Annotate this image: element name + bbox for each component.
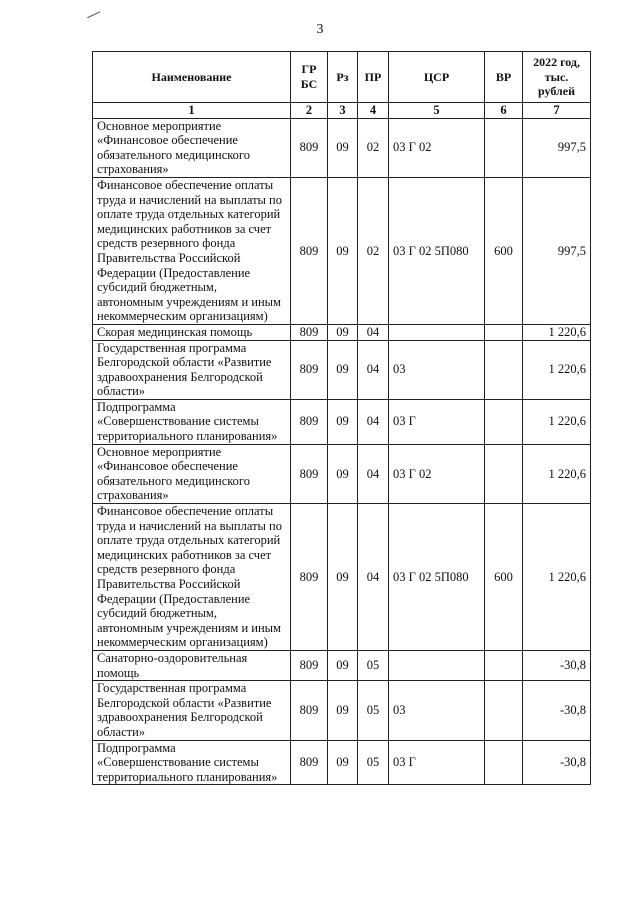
table-row — [93, 740, 591, 785]
row-csr: 03 Г 02 — [389, 118, 485, 177]
row-pr: 04 — [358, 399, 389, 444]
row-name: Основное мероприятие «Финансовое обеспечение обязательного медицинского страхования» — [93, 118, 291, 177]
row-amount: 1 220,6 — [523, 324, 591, 340]
row-amount: 997,5 — [523, 118, 591, 177]
table-row — [93, 681, 591, 740]
table-row — [93, 504, 591, 651]
header-pr: ПР — [358, 52, 389, 103]
row-vr — [485, 444, 523, 503]
row-vr — [485, 340, 523, 399]
table-row — [93, 324, 591, 340]
row-name: Скорая медицинская помощь — [93, 324, 291, 340]
row-amount: -30,8 — [523, 681, 591, 740]
column-number: 7 — [523, 103, 591, 119]
row-csr: 03 Г 02 5П080 — [389, 177, 485, 324]
row-rz: 09 — [328, 177, 358, 324]
row-rz: 09 — [328, 681, 358, 740]
table-row — [93, 118, 591, 177]
row-grbs: 809 — [291, 399, 328, 444]
row-rz: 09 — [328, 504, 358, 651]
row-pr: 02 — [358, 177, 389, 324]
header-rz: Рз — [328, 52, 358, 103]
row-grbs: 809 — [291, 444, 328, 503]
row-vr — [485, 118, 523, 177]
row-grbs: 809 — [291, 324, 328, 340]
row-rz: 09 — [328, 740, 358, 785]
row-grbs: 809 — [291, 740, 328, 785]
row-name: Государственная программа Белгородской области «Развитие здравоохранения Белгородской области» — [93, 681, 291, 740]
row-rz: 09 — [328, 444, 358, 503]
table-row — [93, 399, 591, 444]
row-csr — [389, 650, 485, 680]
row-pr: 05 — [358, 681, 389, 740]
header-vr: ВР — [485, 52, 523, 103]
row-vr — [485, 681, 523, 740]
column-number: 2 — [291, 103, 328, 119]
row-csr: 03 Г — [389, 399, 485, 444]
row-amount: 1 220,6 — [523, 444, 591, 503]
row-rz: 09 — [328, 340, 358, 399]
row-csr — [389, 324, 485, 340]
row-vr — [485, 650, 523, 680]
row-grbs: 809 — [291, 177, 328, 324]
column-number-row — [93, 103, 591, 119]
budget-table — [92, 51, 591, 785]
row-vr: 600 — [485, 177, 523, 324]
row-pr: 02 — [358, 118, 389, 177]
column-number: 4 — [358, 103, 389, 119]
row-amount: 1 220,6 — [523, 399, 591, 444]
row-pr: 04 — [358, 340, 389, 399]
row-pr: 04 — [358, 324, 389, 340]
row-pr: 05 — [358, 740, 389, 785]
row-name: Санаторно-оздоровительная помощь — [93, 650, 291, 680]
row-csr: 03 Г 02 — [389, 444, 485, 503]
row-name: Основное мероприятие «Финансовое обеспечение обязательного медицинского страхования» — [93, 444, 291, 503]
row-pr: 05 — [358, 650, 389, 680]
row-name: Государственная программа Белгородской области «Развитие здравоохранения Белгородской области» — [93, 340, 291, 399]
table-row — [93, 650, 591, 680]
row-amount: 1 220,6 — [523, 504, 591, 651]
row-vr — [485, 324, 523, 340]
row-grbs: 809 — [291, 650, 328, 680]
column-number: 5 — [389, 103, 485, 119]
table-row — [93, 444, 591, 503]
row-amount: -30,8 — [523, 740, 591, 785]
row-grbs: 809 — [291, 504, 328, 651]
row-amount: 1 220,6 — [523, 340, 591, 399]
row-csr: 03 — [389, 340, 485, 399]
header-row — [93, 52, 591, 103]
row-pr: 04 — [358, 504, 389, 651]
row-rz: 09 — [328, 324, 358, 340]
row-vr — [485, 740, 523, 785]
page-number: 3 — [316, 22, 324, 37]
row-rz: 09 — [328, 118, 358, 177]
column-number: 6 — [485, 103, 523, 119]
table-row — [93, 340, 591, 399]
header-amount: 2022 год, тыс. рублей — [523, 52, 591, 103]
row-amount: 997,5 — [523, 177, 591, 324]
header-name: Наименование — [93, 52, 291, 103]
row-csr: 03 — [389, 681, 485, 740]
row-rz: 09 — [328, 650, 358, 680]
row-vr: 600 — [485, 504, 523, 651]
table-row — [93, 177, 591, 324]
row-grbs: 809 — [291, 681, 328, 740]
row-csr: 03 Г 02 5П080 — [389, 504, 485, 651]
row-name: Подпрограмма «Совершенствование системы территориального планирования» — [93, 740, 291, 785]
row-csr: 03 Г — [389, 740, 485, 785]
row-grbs: 809 — [291, 340, 328, 399]
row-pr: 04 — [358, 444, 389, 503]
column-number: 3 — [328, 103, 358, 119]
row-name: Финансовое обеспечение оплаты труда и начислений на выплаты по оплате труда отдельных категорий медицинских работников за счет средств резервного фонда Правительства Российской Федерации (Предоставление субсидий бюджетным, автономным учреждениям и иным некоммерческим организациям) — [93, 177, 291, 324]
header-csr: ЦСР — [389, 52, 485, 103]
row-amount: -30,8 — [523, 650, 591, 680]
row-grbs: 809 — [291, 118, 328, 177]
column-number: 1 — [93, 103, 291, 119]
row-vr — [485, 399, 523, 444]
row-rz: 09 — [328, 399, 358, 444]
row-name: Финансовое обеспечение оплаты труда и начислений на выплаты по оплате труда отдельных категорий медицинских работников за счет средств резервного фонда Правительства Российской Федерации (Предоставление субсидий бюджетным, автономным учреждениям и иным некоммерческим организациям) — [93, 504, 291, 651]
row-name: Подпрограмма «Совершенствование системы территориального планирования» — [93, 399, 291, 444]
header-grbs: ГР БС — [291, 52, 328, 103]
